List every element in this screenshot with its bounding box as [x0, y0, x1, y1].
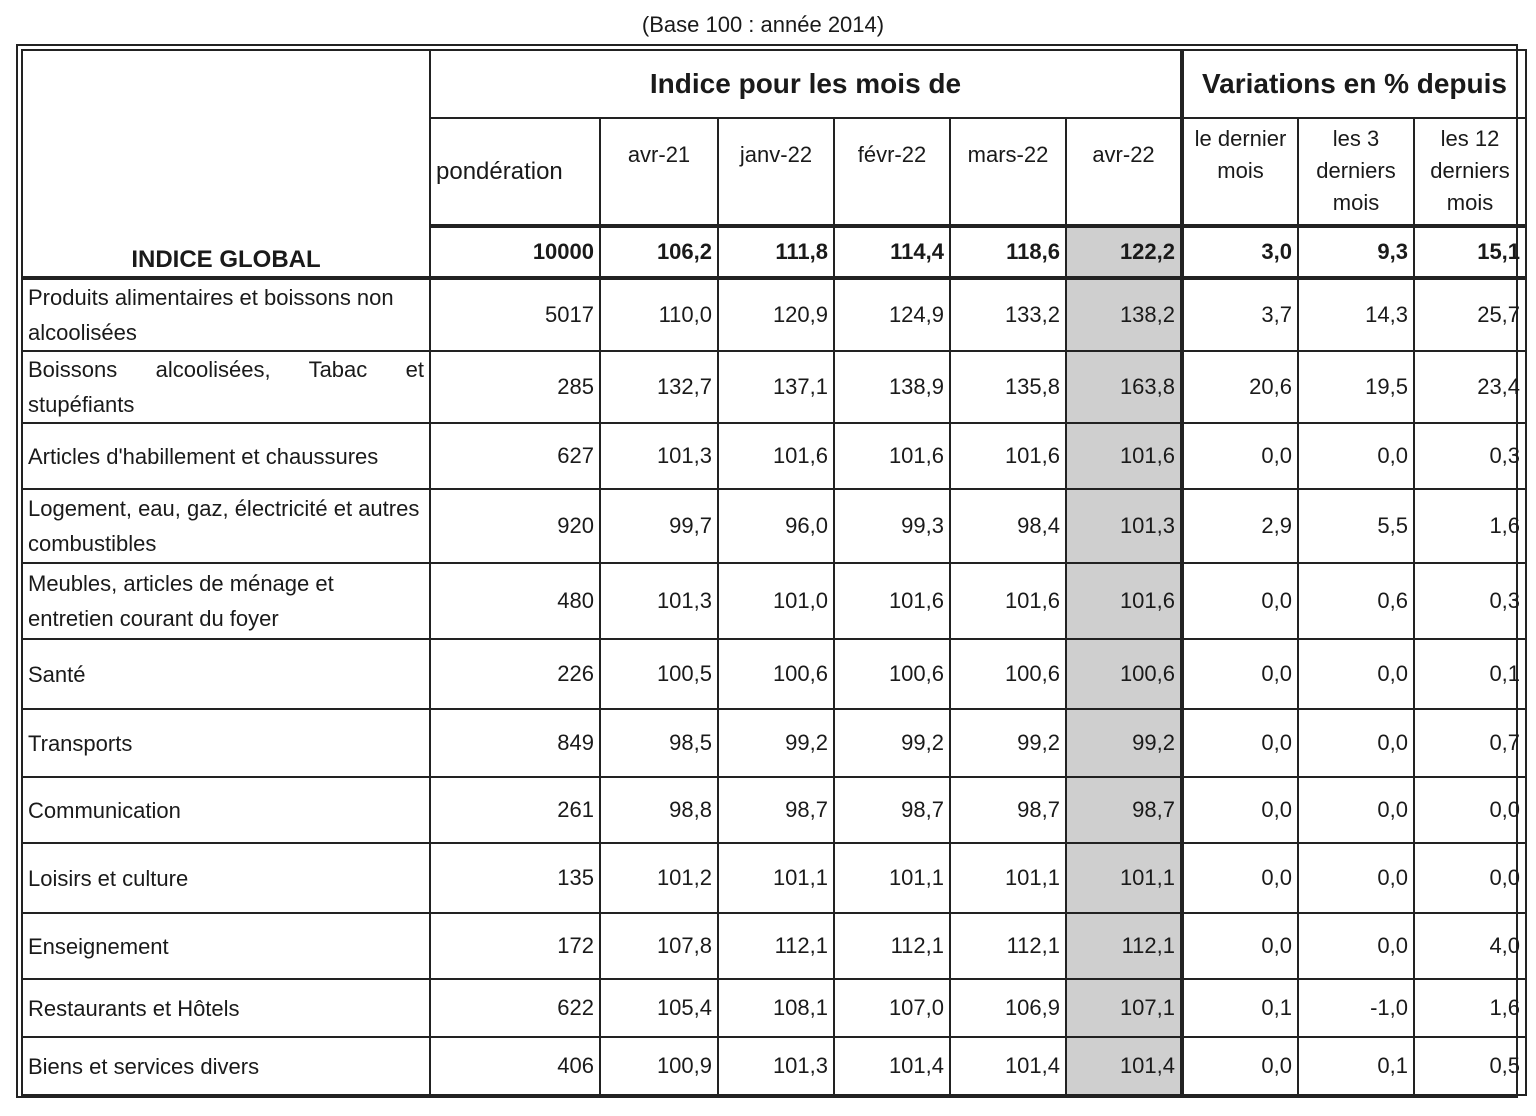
- variation-value: 0,0: [1182, 1037, 1298, 1095]
- global-value: 118,6: [950, 226, 1066, 278]
- category-label: Articles d'habillement et chaussures: [22, 423, 430, 489]
- index-value-current: 101,6: [1066, 423, 1182, 489]
- index-value: 132,7: [600, 351, 718, 423]
- variation-value: 19,5: [1298, 351, 1414, 423]
- variation-header-line: mois: [1217, 158, 1264, 183]
- price-index-table: [21, 49, 1527, 1096]
- category-weight: 849: [430, 709, 600, 777]
- category-weight: 285: [430, 351, 600, 423]
- index-value: 101,2: [600, 843, 718, 913]
- weight-column-header: pondération: [430, 118, 600, 226]
- index-value: 101,4: [950, 1037, 1066, 1095]
- variation-value: 23,4: [1414, 351, 1526, 423]
- variation-value: 0,0: [1298, 777, 1414, 843]
- index-value: 98,5: [600, 709, 718, 777]
- index-value: 110,0: [600, 278, 718, 351]
- index-value: 135,8: [950, 351, 1066, 423]
- index-value: 99,2: [950, 709, 1066, 777]
- table-row: [22, 913, 1526, 979]
- variation-value: 0,1: [1298, 1037, 1414, 1095]
- table-row: [22, 777, 1526, 843]
- variation-header-line: le dernier: [1194, 126, 1287, 151]
- category-weight: 172: [430, 913, 600, 979]
- category-label: Logement, eau, gaz, électricité et autres combustibles: [22, 489, 430, 563]
- variation-value: 0,0: [1298, 639, 1414, 709]
- variation-value: 20,6: [1182, 351, 1298, 423]
- category-label: Santé: [22, 639, 430, 709]
- global-index-label: INDICE GLOBAL: [22, 50, 430, 278]
- category-label: Produits alimentaires et boissons non alcoolisées: [22, 278, 430, 351]
- price-index-table-frame: [16, 44, 1521, 1098]
- index-value: 101,6: [834, 423, 950, 489]
- month-column-header: mars-22: [950, 118, 1066, 226]
- variation-value: 4,0: [1414, 913, 1526, 979]
- global-weight: 10000: [430, 226, 600, 278]
- variation-value: 0,0: [1298, 913, 1414, 979]
- month-column-header: avr-22: [1066, 118, 1182, 226]
- index-value: 112,1: [834, 913, 950, 979]
- index-value-current: 101,3: [1066, 489, 1182, 563]
- variation-value: 5,5: [1298, 489, 1414, 563]
- index-value: 133,2: [950, 278, 1066, 351]
- index-value: 101,3: [600, 423, 718, 489]
- variation-header-line: derniers: [1430, 158, 1510, 183]
- month-column-header: janv-22: [718, 118, 834, 226]
- index-value-current: 99,2: [1066, 709, 1182, 777]
- index-value: 138,9: [834, 351, 950, 423]
- variation-header-line: mois: [1446, 190, 1494, 215]
- index-value: 99,2: [718, 709, 834, 777]
- category-label: Loisirs et culture: [22, 843, 430, 913]
- index-value: 101,1: [834, 843, 950, 913]
- category-label: Biens et services divers: [22, 1037, 430, 1095]
- variation-value: 0,0: [1182, 563, 1298, 639]
- category-weight: 622: [430, 979, 600, 1037]
- variation-value: 0,0: [1298, 423, 1414, 489]
- table-row: [22, 639, 1526, 709]
- index-value: 137,1: [718, 351, 834, 423]
- variation-value: 0,3: [1414, 563, 1526, 639]
- index-value: 100,6: [718, 639, 834, 709]
- table-row: [22, 843, 1526, 913]
- variation-column-header: [1182, 118, 1298, 226]
- global-value: 106,2: [600, 226, 718, 278]
- index-value: 98,8: [600, 777, 718, 843]
- index-value: 100,5: [600, 639, 718, 709]
- index-value-current: 112,1: [1066, 913, 1182, 979]
- category-label: Restaurants et Hôtels: [22, 979, 430, 1037]
- variation-value: 0,0: [1182, 639, 1298, 709]
- variation-value: 1,6: [1414, 979, 1526, 1037]
- variation-value: 0,0: [1182, 913, 1298, 979]
- table-row: [22, 709, 1526, 777]
- category-weight: 406: [430, 1037, 600, 1095]
- table-row: [22, 351, 1526, 423]
- index-value: 105,4: [600, 979, 718, 1037]
- table-caption: (Base 100 : année 2014): [641, 12, 885, 37]
- variation-value: 0,0: [1182, 843, 1298, 913]
- index-value: 101,4: [834, 1037, 950, 1095]
- index-value: 98,7: [834, 777, 950, 843]
- variation-column-header: [1298, 118, 1414, 226]
- index-value: 100,6: [950, 639, 1066, 709]
- variation-group-header: Variations en % depuis: [1182, 50, 1526, 118]
- category-weight: 920: [430, 489, 600, 563]
- index-value-current: 107,1: [1066, 979, 1182, 1037]
- index-value: 101,3: [600, 563, 718, 639]
- variation-value: 0,0: [1298, 843, 1414, 913]
- index-group-header: Indice pour les mois de: [430, 50, 1182, 118]
- index-value-current: 138,2: [1066, 278, 1182, 351]
- index-value: 101,6: [950, 423, 1066, 489]
- variation-column-header: [1414, 118, 1526, 226]
- variation-header-line: derniers: [1316, 158, 1396, 183]
- category-weight: 480: [430, 563, 600, 639]
- category-label: Transports: [22, 709, 430, 777]
- variation-value: 0,0: [1414, 843, 1526, 913]
- index-value: 98,7: [950, 777, 1066, 843]
- category-weight: 5017: [430, 278, 600, 351]
- table-row: [22, 278, 1526, 351]
- index-value-current: 100,6: [1066, 639, 1182, 709]
- variation-value: 0,0: [1414, 777, 1526, 843]
- variation-value: 3,7: [1182, 278, 1298, 351]
- index-value: 107,8: [600, 913, 718, 979]
- variation-value: 0,5: [1414, 1037, 1526, 1095]
- index-value: 96,0: [718, 489, 834, 563]
- index-value-current: 101,4: [1066, 1037, 1182, 1095]
- global-value-current: 122,2: [1066, 226, 1182, 278]
- index-value: 107,0: [834, 979, 950, 1037]
- index-value-current: 163,8: [1066, 351, 1182, 423]
- index-value: 120,9: [718, 278, 834, 351]
- index-value: 124,9: [834, 278, 950, 351]
- global-value: 111,8: [718, 226, 834, 278]
- index-value-current: 101,1: [1066, 843, 1182, 913]
- index-value: 101,6: [718, 423, 834, 489]
- index-value: 98,7: [718, 777, 834, 843]
- category-rows: [22, 278, 1526, 1095]
- table-row: [22, 1037, 1526, 1095]
- variation-header-line: les 12: [1440, 126, 1500, 151]
- category-label: Enseignement: [22, 913, 430, 979]
- index-value: 112,1: [718, 913, 834, 979]
- index-value: 112,1: [950, 913, 1066, 979]
- global-value: 114,4: [834, 226, 950, 278]
- index-value-current: 98,7: [1066, 777, 1182, 843]
- global-variation: 15,1: [1414, 226, 1526, 278]
- variation-value: 1,6: [1414, 489, 1526, 563]
- category-weight: 261: [430, 777, 600, 843]
- table-row: [22, 563, 1526, 639]
- variation-value: 0,0: [1182, 777, 1298, 843]
- variation-value: 0,1: [1414, 639, 1526, 709]
- variation-value: 0,0: [1298, 709, 1414, 777]
- index-value: 100,6: [834, 639, 950, 709]
- index-value: 101,6: [950, 563, 1066, 639]
- variation-value: 0,3: [1414, 423, 1526, 489]
- index-value: 101,3: [718, 1037, 834, 1095]
- variation-value: 0,0: [1182, 423, 1298, 489]
- variation-value: 14,3: [1298, 278, 1414, 351]
- index-value: 99,2: [834, 709, 950, 777]
- variation-value: 0,7: [1414, 709, 1526, 777]
- month-column-header: avr-21: [600, 118, 718, 226]
- category-label: Meubles, articles de ménage et entretien courant du foyer: [22, 563, 430, 639]
- variation-value: -1,0: [1298, 979, 1414, 1037]
- variation-value: 25,7: [1414, 278, 1526, 351]
- variation-value: 2,9: [1182, 489, 1298, 563]
- month-column-header: févr-22: [834, 118, 950, 226]
- variation-header-line: les 3: [1332, 126, 1380, 151]
- table-row: [22, 489, 1526, 563]
- global-variation: 3,0: [1182, 226, 1298, 278]
- table-row: [22, 979, 1526, 1037]
- category-weight: 627: [430, 423, 600, 489]
- variation-value: 0,0: [1182, 709, 1298, 777]
- category-label: Boissons alcoolisées, Tabac et stupéfiants: [22, 351, 430, 423]
- index-value: 108,1: [718, 979, 834, 1037]
- index-value: 101,1: [718, 843, 834, 913]
- index-value: 99,7: [600, 489, 718, 563]
- index-value: 106,9: [950, 979, 1066, 1037]
- table-row: [22, 423, 1526, 489]
- index-value: 101,0: [718, 563, 834, 639]
- index-value: 99,3: [834, 489, 950, 563]
- index-value: 101,6: [834, 563, 950, 639]
- index-value: 98,4: [950, 489, 1066, 563]
- variation-value: 0,6: [1298, 563, 1414, 639]
- variation-header-line: mois: [1332, 190, 1380, 215]
- index-value: 101,1: [950, 843, 1066, 913]
- category-weight: 135: [430, 843, 600, 913]
- index-value-current: 101,6: [1066, 563, 1182, 639]
- category-weight: 226: [430, 639, 600, 709]
- global-variation: 9,3: [1298, 226, 1414, 278]
- index-value: 100,9: [600, 1037, 718, 1095]
- variation-value: 0,1: [1182, 979, 1298, 1037]
- category-label: Communication: [22, 777, 430, 843]
